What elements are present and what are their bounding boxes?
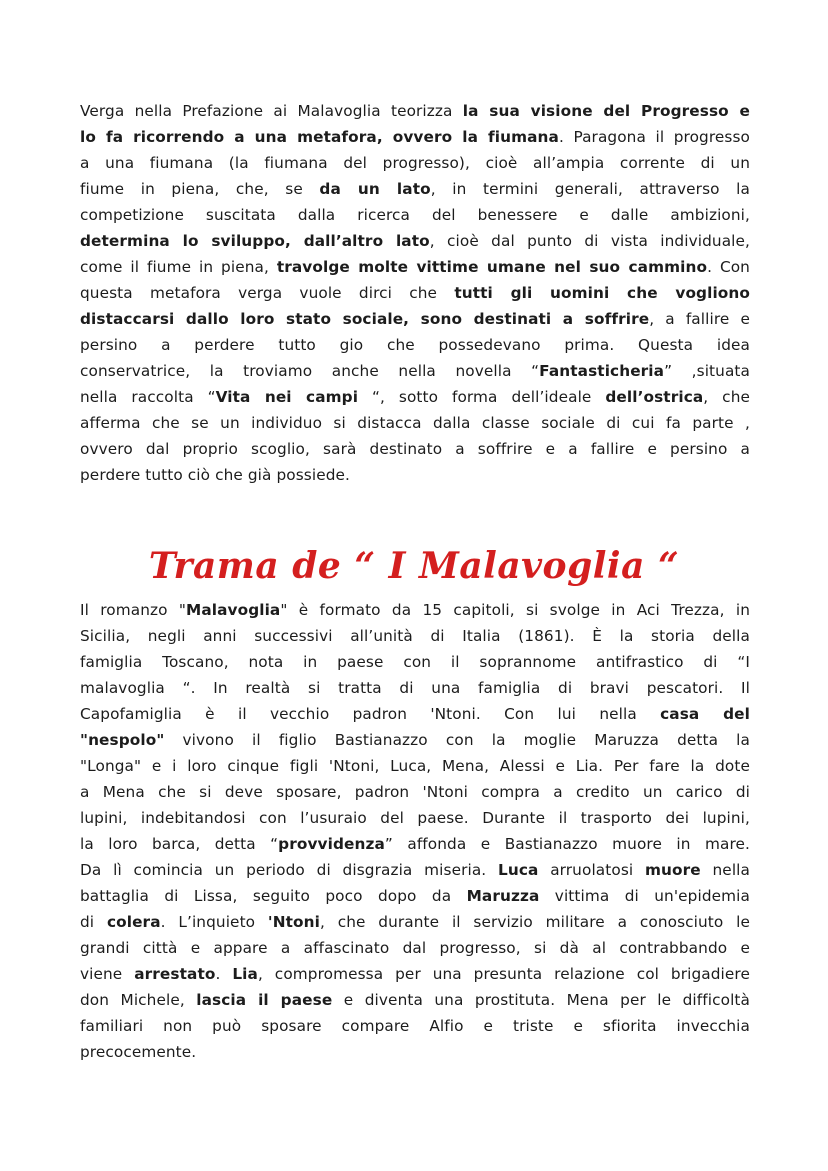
text-line bbox=[80, 623, 750, 649]
text-run: , che bbox=[703, 388, 750, 406]
text-run: di bbox=[80, 913, 107, 931]
text-run: vivono il figlio Bastianazzo con la moglie Maruzza detta la bbox=[164, 731, 750, 749]
text-run: Capofamiglia è il vecchio padron 'Ntoni. Con lui nella bbox=[80, 705, 661, 723]
text-run: arruolatosi bbox=[538, 861, 645, 879]
text-run: afferma che se un individuo si distacca dalla classe sociale di cui fa parte , bbox=[80, 414, 750, 432]
bold-text: travolge molte vittime umane nel suo cammino bbox=[276, 258, 708, 276]
text-run: ” ,situata bbox=[664, 362, 750, 380]
text-line bbox=[80, 1039, 750, 1065]
text-line bbox=[80, 462, 750, 488]
text-line bbox=[80, 436, 750, 462]
text-line bbox=[80, 701, 750, 727]
text-run: conservatrice, la troviamo anche nella novella “ bbox=[80, 362, 540, 380]
text-run: " è formato da 15 capitoli, si svolge in Aci Trezza, in bbox=[280, 601, 750, 619]
bold-text: Vita nei campi bbox=[215, 388, 359, 406]
bold-text: distaccarsi dallo loro stato sociale, sono destinati a soffrire bbox=[80, 310, 650, 328]
text-line bbox=[80, 176, 750, 202]
text-line bbox=[80, 727, 750, 753]
text-run: Verga nella Prefazione ai Malavoglia teorizza bbox=[80, 102, 463, 120]
text-line bbox=[80, 410, 750, 436]
text-run: “, sotto forma dell’ideale bbox=[358, 388, 606, 406]
bold-text: provvidenza bbox=[278, 835, 385, 853]
text-line bbox=[80, 358, 750, 384]
text-line bbox=[80, 228, 750, 254]
text-run: grandi città e appare a affascinato dal progresso, si dà al contrabbando e bbox=[80, 939, 750, 957]
text-run: , che durante il servizio militare a conosciuto le bbox=[319, 913, 750, 931]
text-line bbox=[80, 675, 750, 701]
text-line bbox=[80, 332, 750, 358]
text-run: "Longa" e i loro cinque figli 'Ntoni, Luca, Mena, Alessi e Lia. Per fare la dote bbox=[80, 757, 750, 775]
bold-text: lascia il paese bbox=[196, 991, 333, 1009]
text-run: . Con bbox=[707, 258, 750, 276]
text-run: Da lì comincia un periodo di disgrazia miseria. bbox=[80, 861, 499, 879]
text-run: viene bbox=[80, 965, 135, 983]
text-run: , compromessa per una presunta relazione col brigadiere bbox=[257, 965, 750, 983]
text-run: lupini, indebitandosi con l’usuraio del paese. Durante il trasporto dei lupini, bbox=[80, 809, 750, 827]
text-run: , a fallire e bbox=[649, 310, 750, 328]
text-line bbox=[80, 98, 750, 124]
text-run: . Paragona il progresso bbox=[558, 128, 750, 146]
bold-text: Luca bbox=[498, 861, 539, 879]
bold-text: 'Ntoni bbox=[267, 913, 320, 931]
text-run: perdere tutto ciò che già possiede. bbox=[80, 466, 351, 484]
text-run: Sicilia, negli anni successivi all’unità di Italia (1861). È la storia della bbox=[80, 627, 750, 645]
bold-text: Fantasticheria bbox=[539, 362, 665, 380]
bold-text: arrestato bbox=[134, 965, 216, 983]
text-line bbox=[80, 909, 750, 935]
text-run: familiari non può sposare compare Alfio e triste e sfiorita invecchia bbox=[80, 1017, 750, 1035]
text-line bbox=[80, 883, 750, 909]
text-run: nella bbox=[700, 861, 750, 879]
text-run: ovvero dal proprio scoglio, sarà destinato a soffrire e a fallire e persino a bbox=[80, 440, 750, 458]
text-run: e diventa una prostituta. Mena per le difficoltà bbox=[332, 991, 750, 1009]
bold-text: muore bbox=[645, 861, 701, 879]
text-run: persino a perdere tutto gio che possedevano prima. Questa idea bbox=[80, 336, 750, 354]
bold-text: Lia bbox=[232, 965, 258, 983]
bold-text: "nespolo" bbox=[80, 731, 165, 749]
text-line bbox=[80, 1013, 750, 1039]
text-run: a Mena che si deve sposare, padron 'Ntoni compra a credito un carico di bbox=[80, 783, 750, 801]
text-line bbox=[80, 254, 750, 280]
bold-text: dell’ostrica bbox=[605, 388, 704, 406]
plot-paragraph bbox=[80, 597, 750, 1065]
text-run: don Michele, bbox=[80, 991, 197, 1009]
text-run: . bbox=[215, 965, 233, 983]
bold-text: determina lo sviluppo, dall’altro lato bbox=[80, 232, 430, 250]
bold-text: Malavoglia bbox=[186, 601, 281, 619]
text-run: , cioè dal punto di vista individuale, bbox=[429, 232, 750, 250]
text-line bbox=[80, 597, 750, 623]
text-run: battaglia di Lissa, seguito poco dopo da bbox=[80, 887, 467, 905]
text-run: competizione suscitata dalla ricerca del benessere e dalle ambizioni, bbox=[80, 206, 750, 224]
text-line bbox=[80, 306, 750, 332]
text-run: famiglia Toscano, nota in paese con il soprannome antifrastico di “I bbox=[80, 653, 750, 671]
text-line bbox=[80, 961, 750, 987]
text-line bbox=[80, 857, 750, 883]
text-run: , in termini generali, attraverso la bbox=[430, 180, 750, 198]
text-run: precocemente. bbox=[80, 1043, 197, 1061]
text-line bbox=[80, 150, 750, 176]
text-line bbox=[80, 779, 750, 805]
section-title: Trama de “ I Malavoglia “ bbox=[148, 545, 680, 587]
text-line bbox=[80, 805, 750, 831]
text-run: ” affonda e Bastianazzo muore in mare. bbox=[384, 835, 750, 853]
text-line bbox=[80, 831, 750, 857]
text-run: la loro barca, detta “ bbox=[80, 835, 279, 853]
text-run: . L’inquieto bbox=[160, 913, 268, 931]
text-line bbox=[80, 384, 750, 410]
text-line bbox=[80, 202, 750, 228]
text-run: malavoglia “. In realtà si tratta di una famiglia di bravi pescatori. Il bbox=[80, 679, 750, 697]
bold-text: da un lato bbox=[319, 180, 431, 198]
text-line bbox=[80, 280, 750, 306]
bold-text: tutti gli uomini che vogliono bbox=[454, 284, 750, 302]
text-run: vittima di un'epidemia bbox=[539, 887, 750, 905]
bold-text: Maruzza bbox=[466, 887, 540, 905]
text-run: questa metafora verga vuole dirci che bbox=[80, 284, 455, 302]
bold-text: la sua visione del Progresso e bbox=[462, 102, 750, 120]
text-line bbox=[80, 649, 750, 675]
intro-paragraph bbox=[80, 98, 750, 488]
bold-text: colera bbox=[106, 913, 161, 931]
text-run: Il romanzo " bbox=[80, 601, 186, 619]
text-line bbox=[80, 987, 750, 1013]
bold-text: lo fa ricorrendo a una metafora, ovvero la fiumana bbox=[80, 128, 559, 146]
text-line bbox=[80, 935, 750, 961]
text-run: come il fiume in piena, bbox=[80, 258, 277, 276]
text-run: fiume in piena, che, se bbox=[80, 180, 320, 198]
text-run: nella raccolta “ bbox=[80, 388, 216, 406]
text-line bbox=[80, 124, 750, 150]
text-line bbox=[80, 753, 750, 779]
text-run: a una fiumana (la fiumana del progresso), cioè all’ampia corrente di un bbox=[80, 154, 750, 172]
bold-text: casa del bbox=[660, 705, 750, 723]
